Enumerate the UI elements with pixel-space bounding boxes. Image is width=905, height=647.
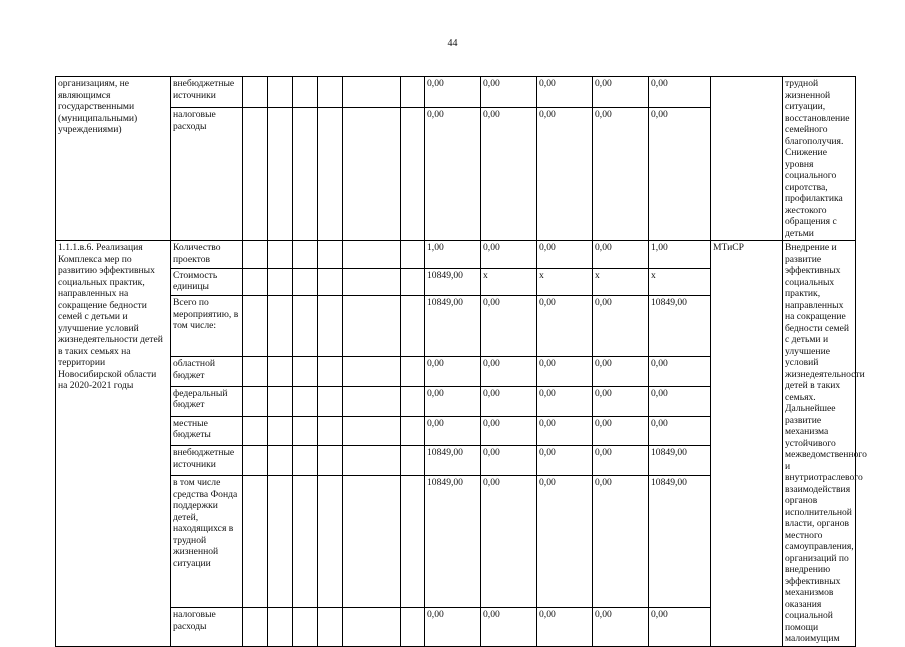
value-cell: 0,00	[537, 608, 593, 646]
row-label: федеральный бюджет	[171, 386, 243, 416]
measures-table	[55, 76, 867, 647]
value-cell: x	[481, 268, 537, 296]
value-cell: 0,00	[593, 476, 649, 608]
page-number: 44	[447, 38, 458, 49]
table-row	[56, 241, 856, 269]
value-cell: 0,00	[593, 386, 649, 416]
value-cell: 0,00	[649, 357, 711, 387]
value-cell: 0,00	[481, 77, 537, 108]
value-cell: 0,00	[537, 241, 593, 269]
value-cell: 0,00	[537, 77, 593, 108]
value-cell: 0,00	[537, 446, 593, 476]
row-label: местные бюджеты	[171, 416, 243, 446]
value-cell: 0,00	[593, 296, 649, 357]
row-label: внебюджетные источники	[171, 77, 243, 108]
value-cell: 10849,00	[649, 446, 711, 476]
value-cell: 0,00	[537, 416, 593, 446]
expected-result: трудной жизненной ситуации, восстановление семейного благополучия. Снижение уровня социального сиротства, профилактика жестокого обращения с детьми	[783, 77, 856, 241]
value-cell: 10849,00	[649, 296, 711, 357]
value-cell: 0,00	[649, 108, 711, 241]
row-label: Количество проектов	[171, 241, 243, 269]
value-cell: 0,00	[649, 608, 711, 646]
value-cell: 10849,00	[425, 268, 481, 296]
value-cell: 0,00	[537, 296, 593, 357]
value-cell: 0,00	[593, 446, 649, 476]
executor-cell	[711, 77, 783, 241]
value-cell: 0,00	[537, 357, 593, 387]
value-cell: x	[537, 268, 593, 296]
value-cell: 0,00	[481, 446, 537, 476]
value-cell: 0,00	[593, 77, 649, 108]
row-label: налоговые расходы	[171, 108, 243, 241]
value-cell: 0,00	[425, 108, 481, 241]
measure-title: организациям, не являющимся государственными (муниципальными) учреждениями)	[56, 77, 171, 241]
value-cell: 0,00	[481, 296, 537, 357]
value-cell: 0,00	[481, 357, 537, 387]
row-label: Всего по мероприятию, в том числе:	[171, 296, 243, 357]
row-label: областной бюджет	[171, 357, 243, 387]
row-label: внебюджетные источники	[171, 446, 243, 476]
row-label: в том числе средства Фонда поддержки детей, находящихся в трудной жизненной ситуации	[171, 476, 243, 608]
value-cell: 0,00	[593, 608, 649, 646]
measure-title: 1.1.1.в.6. Реализация Комплекса мер по развитию эффективных социальных практик, направленных на сокращение бедности семей с детьми и улучшение условий жизнедеятельности детей в таких семьях на территории Новосибирской области на 2020-2021 годы	[56, 241, 171, 647]
value-cell: 0,00	[649, 416, 711, 446]
value-cell: 0,00	[425, 386, 481, 416]
value-cell: 0,00	[593, 108, 649, 241]
row-label: налоговые расходы	[171, 608, 243, 646]
value-cell: 0,00	[481, 416, 537, 446]
value-cell: 0,00	[425, 357, 481, 387]
value-cell: 10849,00	[425, 446, 481, 476]
value-cell: 0,00	[425, 608, 481, 646]
value-cell: 0,00	[649, 386, 711, 416]
value-cell: 0,00	[481, 608, 537, 646]
value-cell: 0,00	[425, 416, 481, 446]
value-cell: 0,00	[537, 108, 593, 241]
row-label: Стоимость единицы	[171, 268, 243, 296]
value-cell: 1,00	[649, 241, 711, 269]
value-cell: 0,00	[481, 241, 537, 269]
value-cell: 10849,00	[425, 296, 481, 357]
value-cell: 0,00	[481, 476, 537, 608]
value-cell: 0,00	[425, 77, 481, 108]
table-row	[56, 77, 856, 108]
value-cell: 0,00	[537, 476, 593, 608]
value-cell: 0,00	[481, 108, 537, 241]
expected-result: Внедрение и развитие эффективных социальных практик, направленных на сокращение бедности семей с детьми и улучшение условий жизнедеятельности детей в таких семьях. Дальнейшее развитие механизма устойчивого межведомственного и внутриотраслевого взаимодействия органов исполнительной власти, органов местного самоуправления, организаций по внедрению эффективных механизмов оказания социальной помощи малоимущим	[783, 241, 856, 647]
value-cell: 0,00	[649, 77, 711, 108]
value-cell: 1,00	[425, 241, 481, 269]
value-cell: x	[649, 268, 711, 296]
executor-cell: МТиСР	[711, 241, 783, 647]
value-cell: x	[593, 268, 649, 296]
value-cell: 0,00	[537, 386, 593, 416]
value-cell: 10849,00	[425, 476, 481, 608]
value-cell: 0,00	[481, 386, 537, 416]
value-cell: 0,00	[593, 357, 649, 387]
value-cell: 10849,00	[649, 476, 711, 608]
value-cell: 0,00	[593, 241, 649, 269]
value-cell: 0,00	[593, 416, 649, 446]
